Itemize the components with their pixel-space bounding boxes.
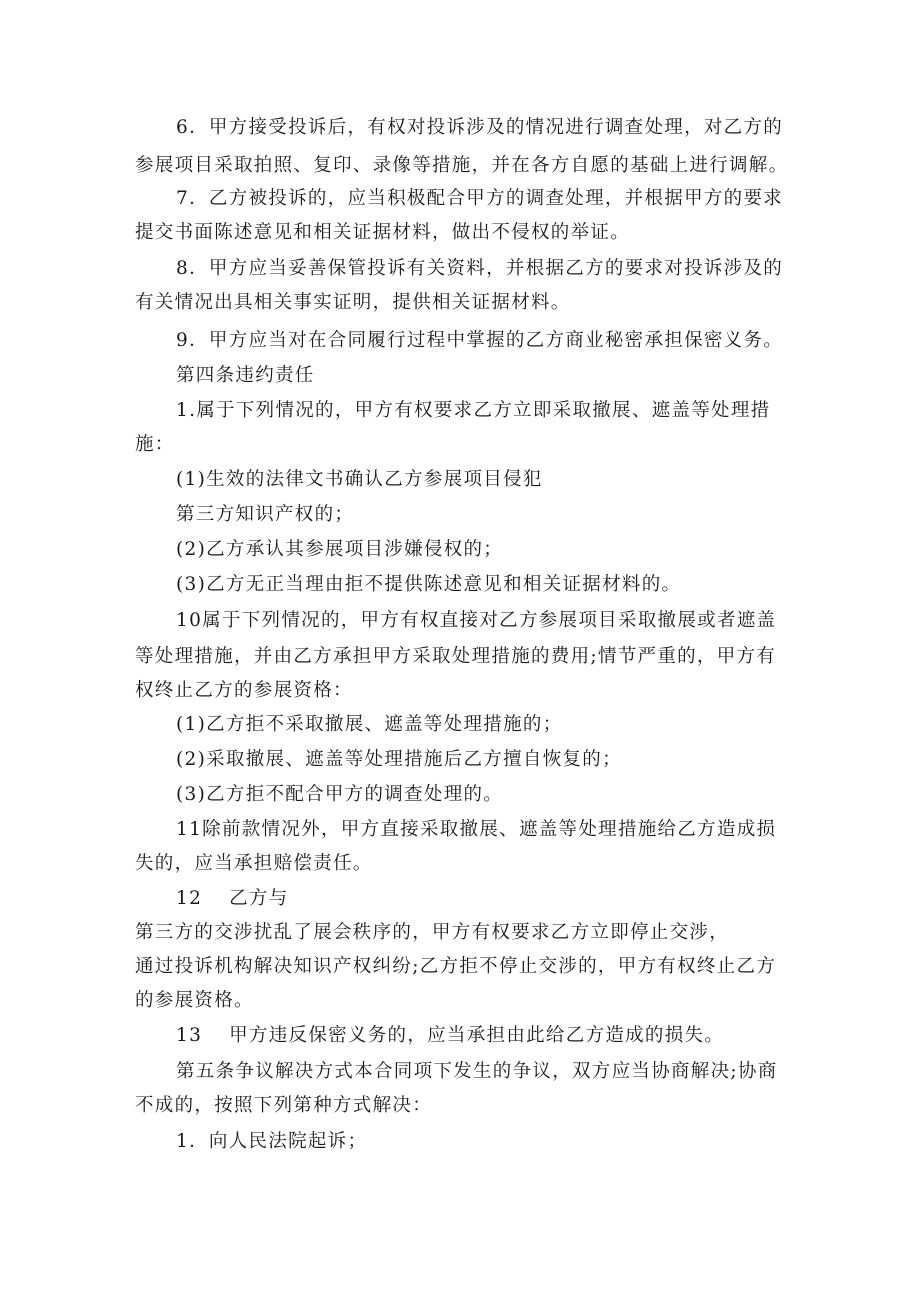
text-line: 提交书面陈述意见和相关证据材料，做出不侵权的举证。	[135, 222, 631, 243]
text-line: 9．甲方应当对在合同履行过程中掌握的乙方商业秘密承担保密义务。	[176, 330, 784, 351]
text-line: 11除前款情况外，甲方直接采取撤展、遮盖等处理措施给乙方造成损	[176, 819, 777, 840]
text-line: 第三方的交涉扰乱了展会秩序的，甲方有权要求乙方立即停止交涉，	[135, 922, 730, 943]
text-line: 第五条争议解决方式本合同项下发生的争议，双方应当协商解决;协商	[176, 1061, 778, 1082]
text-line: (3)乙方拒不配合甲方的调查处理的。	[176, 784, 504, 805]
text-line: 6．甲方接受投诉后，有权对投诉涉及的情况进行调查处理，对乙方的	[176, 117, 784, 138]
text-line: (1)乙方拒不采取撤展、遮盖等处理措施的；	[176, 714, 563, 735]
text-line: 8．甲方应当妥善保管投诉有关资料，并根据乙方的要求对投诉涉及的	[176, 258, 784, 279]
text-line: 通过投诉机构解决知识产权纠纷;乙方拒不停止交涉的，甲方有权终止乙方	[135, 956, 777, 977]
text-line: (2)采取撤展、遮盖等处理措施后乙方擅自恢复的；	[176, 749, 622, 770]
text-line: (1)生效的法律文书确认乙方参展项目侵犯	[176, 469, 543, 490]
text-line: (3)乙方无正当理由拒不提供陈述意见和相关证据材料的。	[176, 574, 682, 595]
text-line: 的参展资格。	[135, 990, 254, 1011]
text-line: (2)乙方承认其参展项目涉嫌侵权的；	[176, 539, 504, 560]
text-line: 1．向人民法院起诉；	[176, 1131, 368, 1152]
section-heading: 第四条违约责任	[176, 365, 315, 386]
text-line: 不成的，按照下列第种方式解决：	[135, 1095, 433, 1116]
text-line: 第三方知识产权的；	[176, 504, 355, 525]
text-line: 有关情况出具相关事实证明，提供相关证据材料。	[135, 292, 571, 313]
text-line: 等处理措施，并由乙方承担甲方采取处理措施的费用;情节严重的，甲方有	[135, 646, 777, 667]
text-line: 13 甲方违反保密义务的，应当承担由此给乙方造成的损失。	[176, 1025, 725, 1046]
text-line: 施：	[135, 434, 175, 455]
text-line: 12 乙方与	[176, 888, 289, 909]
text-line: 失的，应当承担赔偿责任。	[135, 853, 373, 874]
text-line: 7．乙方被投诉的，应当积极配合甲方的调查处理，并根据甲方的要求	[176, 188, 784, 209]
text-line: 参展项目采取拍照、复印、录像等措施，并在各方自愿的基础上进行调解。	[135, 155, 789, 176]
text-line: 权终止乙方的参展资格：	[135, 680, 353, 701]
text-line: 1.属于下列情况的，甲方有权要求乙方立即采取撤展、遮盖等处理措	[176, 400, 771, 421]
text-line: 10属于下列情况的，甲方有权直接对乙方参展项目采取撤展或者遮盖	[176, 610, 777, 631]
